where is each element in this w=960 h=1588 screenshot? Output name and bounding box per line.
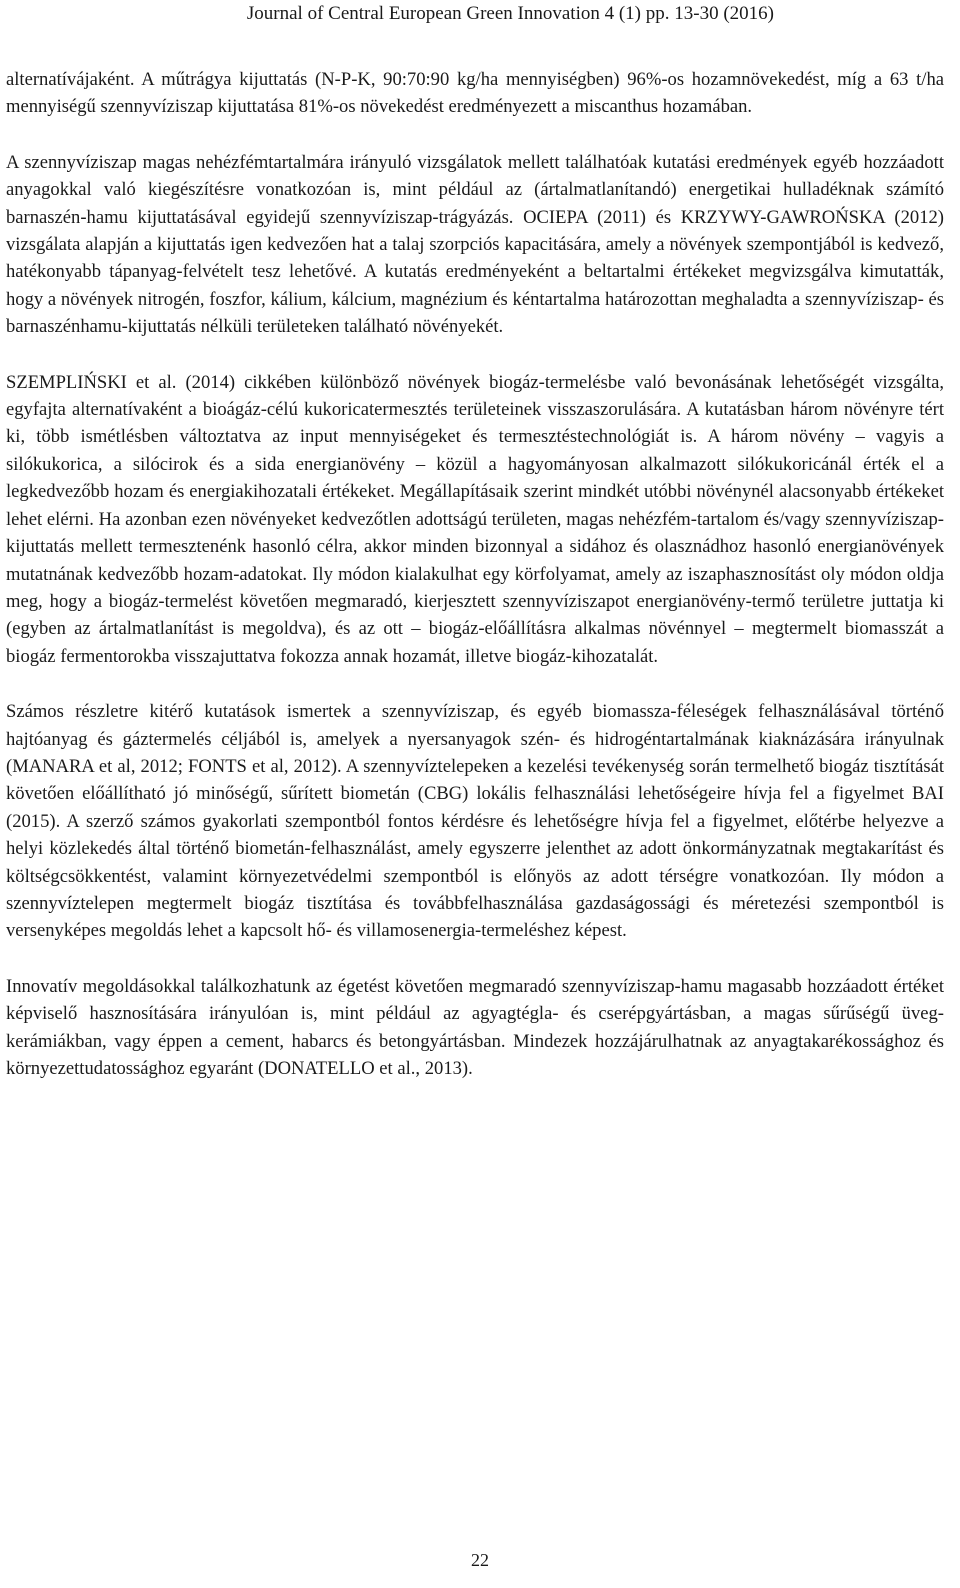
page-number: 22	[471, 1550, 489, 1570]
paragraph-2: A szennyvíziszap magas nehézfémtartalmára irányuló vizsgálatok mellett találhatóak kutatási eredmények egyéb hozzáadott anyagokkal való kiegészítésre vonatkozóan is, mint például az (ártalmatlanítandó) energetikai hulladéknak számító barnaszén-hamu kijuttatásával egyidejű szennyvíziszap-trágyázás. OCIEPA (2011) és KRZYWY-GAWROŃSKA (2012) vizsgálata alapján a kijuttatás igen kedvezően hat a talaj szorpciós kapacitására, amely a növények szempontjából is kedvező, hatékonyabb tápanyag-felvételt tesz lehetővé. A kutatás eredményeként a beltartalmi értékeket megvizsgálva kimutatták, hogy a növények nitrogén, foszfor, kálium, kálcium, magnézium és kéntartalma határozottan meghaladta a szennyvíziszap- és barnaszénhamu-kijuttatás nélküli területeken található növényekét.	[6, 151, 944, 338]
article-body	[6, 66, 944, 1082]
running-header: Journal of Central European Green Innovation 4 (1) pp. 13-30 (2016)	[246, 3, 774, 24]
paragraph-4: Számos részletre kitérő kutatások ismertek a szennyvíziszap, és egyéb biomassza-féleségek felhasználásával történő hajtóanyag és gáztermelés céljából is, amelyek a nyersanyagok szén- és hidrogéntartalmának kiaknázására irányulnak (MANARA et al, 2012; FONTS et al, 2012). A szennyvíztelepeken a kezelési tevékenység során termelhető biogáz tisztítását követően előállítható jó minőségű, sűrített biometán (CBG) lokális felhasználási lehetőségeire hívja fel a figyelmet BAI (2015). A szerző számos gyakorlati szempontból fontos kérdésre és lehetőségre hívja fel a figyelmet, előtérbe helyezve a helyi közlekedés által történő biometán-felhasználást, amely egyszerre jelenthet az adott önkormányzatnak megtakarítást és költségcsökkentést, valamint környezetvédelmi szempontból is előnyös az adott térségre vonatkozóan. Ily módon a szennyvíztelepen megtermelt biogáz tisztítása és továbbfelhasználása gazdaságossági és méretezési szempontból is versenyképes megoldás lehet a kapcsolt hő- és villamosenergia-termeléshez képest.	[6, 701, 944, 942]
paragraph-5: Innovatív megoldásokkal találkozhatunk az égetést követően megmaradó szennyvíziszap-hamu magasabb hozzáadott értéket képviselő hasznosítására irányulóan is, mint például az agyagtégla- és cserépgyártásban, a magas sűrűségű üveg-kerámiákban, vagy éppen a cement, habarcs és betongyártásban. Mindezek hozzájárulhatnak az anyagtakarékossághoz és környezettudatossághoz egyaránt (DONATELLO et al., 2013).	[6, 975, 944, 1079]
paragraph-1: alternatívájaként. A műtrágya kijuttatás (N-P-K, 90:70:90 kg/ha mennyiségben) 96%-os hozamnövekedést, míg a 63 t/ha mennyiségű szennyvíziszap kijuttatása 81%-os növekedést eredményezett a miscanthus hozamában.	[6, 69, 944, 118]
paragraph-3: SZEMPLIŃSKI et al. (2014) cikkében különböző növények biogáz-termelésbe való bevonásának lehetőségét vizsgálta, egyfajta alternatívaként a bioágáz-célú kukoricatermesztés területeinek visszaszorulására. A kutatásban három növényre tért ki, több ismétlésben változtatva az input mennyiségeket és termesztéstechnológiát is. A három növény – vagyis a silókukorica, a silócirok és a sida energianövény – közül a hagyományosan alkalmazott silókukoricánál érték el a legkedvezőbb hozam és energiakihozatali értékeket. Megállapításaik szerint mindkét utóbbi növénynél alacsonyabb értékeket lehet elérni. Ha azonban ezen növényeket kedvezőtlen adottságú területen, magas nehézfém-tartalom és/vagy szennyvíziszap-kijuttatás mellett termesztenénk hasonló célra, akkor minden bizonnyal a sidához és olasznádhoz hasonló energianövények mutatnának kedvezőbb hozam-adatokat. Ily módon kialakulhat egy körfolyamat, amely az iszaphasznosítást oly módon oldja meg, hogy a biogáz-termelést követően megmaradó, kierjesztett szennyvíziszapot energianövény-termő területre juttatja ki (egyben az ártalmatlanítást is megoldva), és az ott – biogáz-előállításra alkalmas növénnyel – megtermelt biomasszát a biogáz fermentorokba visszajuttatva fokozza annak hozamát, illetve biogáz-kihozatalát.	[6, 371, 944, 667]
